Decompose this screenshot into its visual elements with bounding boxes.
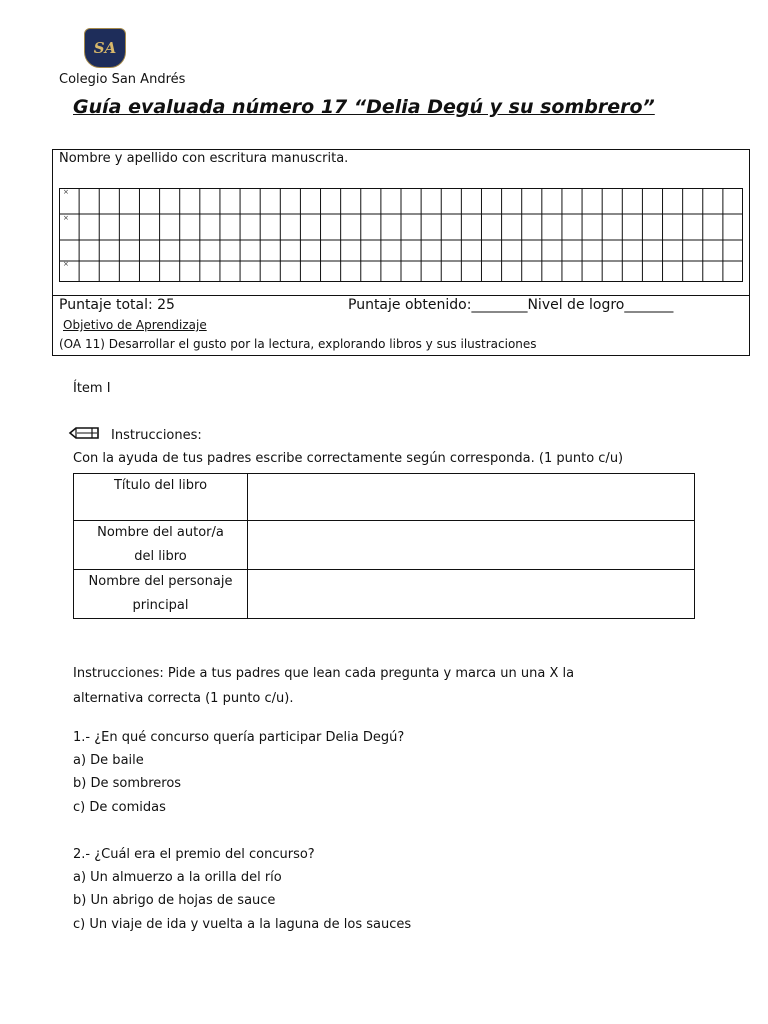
row-label-line: del libro xyxy=(134,549,187,564)
question-1: 1.- ¿En qué concurso quería participar Delia Degú? xyxy=(73,730,405,745)
row-label-line: Nombre del personaje xyxy=(88,574,233,589)
book-info-table xyxy=(73,473,695,619)
question-2: 2.- ¿Cuál era el premio del concurso? xyxy=(73,847,315,862)
item-label: Ítem I xyxy=(73,381,111,396)
grid-marker: × xyxy=(63,214,69,222)
puntaje-total: Puntaje total: 25 xyxy=(59,297,175,313)
instructions-heading: Instrucciones: xyxy=(111,428,202,443)
page-title: Guía evaluada número 17 “Delia Degú y su sombrero” xyxy=(73,96,655,118)
instructions-text: Con la ayuda de tus padres escribe correctamente según corresponda. (1 punto c/u) xyxy=(73,451,624,466)
grid-marker: × xyxy=(63,188,69,196)
objetivo-label: Objetivo de Aprendizaje xyxy=(63,318,207,332)
option[interactable]: c) Un viaje de ida y vuelta a la laguna de los sauces xyxy=(73,917,412,932)
school-logo-text: SA xyxy=(93,39,117,57)
option[interactable]: c) De comidas xyxy=(73,800,166,815)
school-name: Colegio San Andrés xyxy=(59,72,186,87)
answer-cell[interactable] xyxy=(248,474,695,521)
oa-text: (OA 11) Desarrollar el gusto por la lectura, explorando libros y sus ilustraciones xyxy=(59,337,537,351)
student-box-divider xyxy=(52,295,750,296)
table-row xyxy=(74,570,695,619)
table-row xyxy=(74,474,695,521)
answer-cell[interactable] xyxy=(248,570,695,619)
option[interactable]: a) De baile xyxy=(73,753,144,768)
row-label-line: Nombre del autor/a xyxy=(97,525,224,540)
grid-marker: × xyxy=(63,260,69,268)
instructions-2-line: Instrucciones: Pide a tus padres que lean cada pregunta y marca un una X la xyxy=(73,666,575,681)
row-label xyxy=(74,474,248,521)
answer-cell[interactable] xyxy=(248,521,695,570)
instructions-2 xyxy=(73,661,673,711)
handwriting-grid[interactable] xyxy=(59,188,743,282)
row-label xyxy=(74,570,248,619)
table-row xyxy=(74,521,695,570)
school-logo xyxy=(84,28,126,68)
option[interactable]: b) De sombreros xyxy=(73,776,182,791)
option[interactable]: b) Un abrigo de hojas de sauce xyxy=(73,893,276,908)
row-label-line: principal xyxy=(132,598,189,613)
instructions-2-line: alternativa correcta (1 punto c/u). xyxy=(73,691,294,706)
pencil-icon xyxy=(68,426,102,440)
option[interactable]: a) Un almuerzo a la orilla del río xyxy=(73,870,282,885)
row-label-line: Título del libro xyxy=(113,478,208,493)
row-label xyxy=(74,521,248,570)
puntaje-obtenido: Puntaje obtenido:________Nivel de logro_______ xyxy=(348,297,674,313)
name-label: Nombre y apellido con escritura manuscrita. xyxy=(59,151,349,166)
